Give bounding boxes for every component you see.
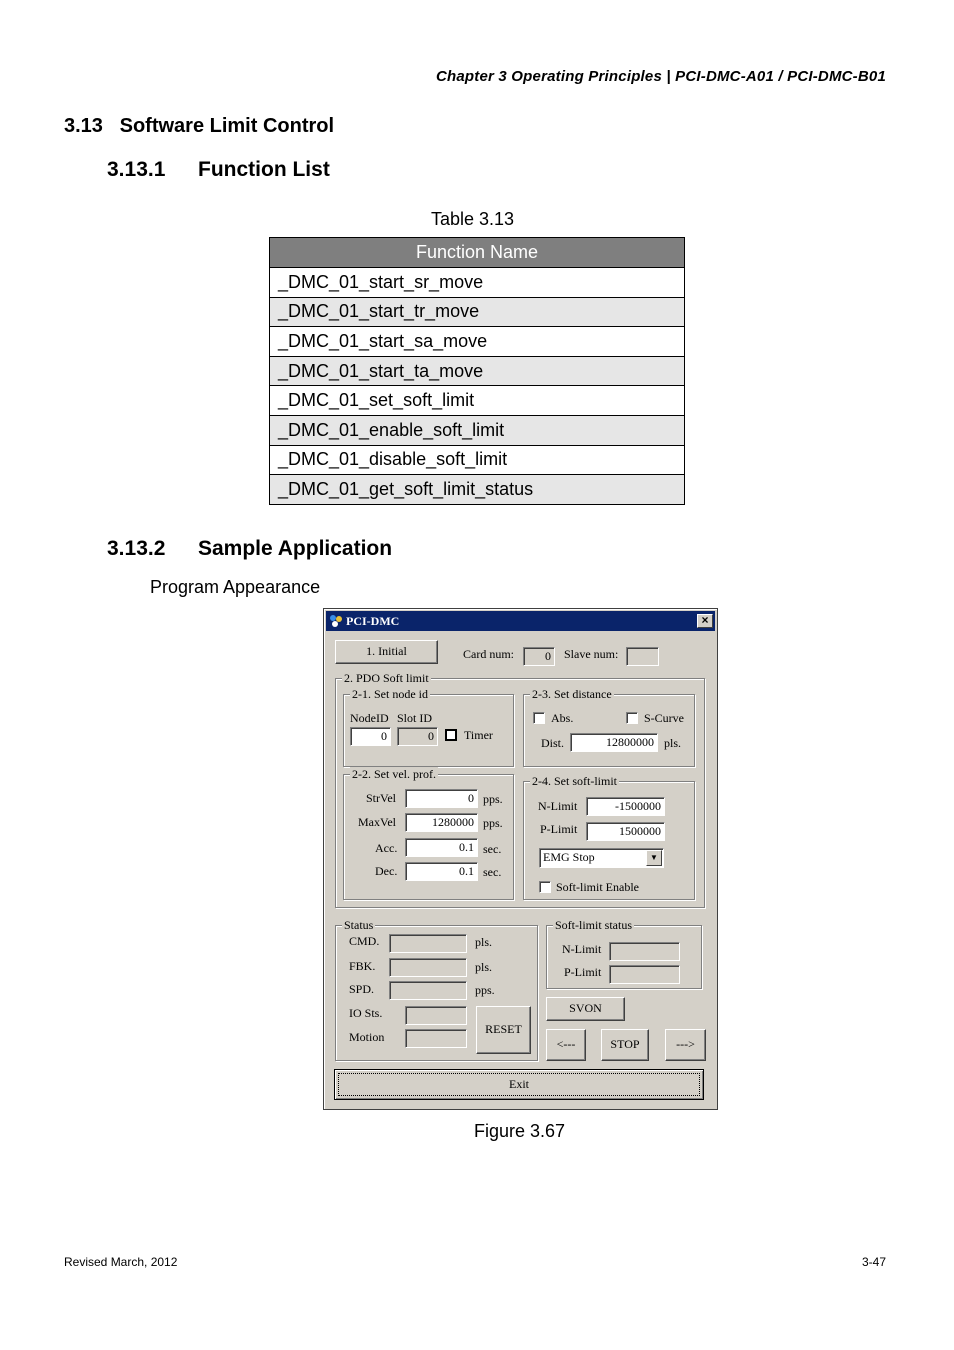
table-row: _DMC_01_start_sr_move: [270, 268, 685, 298]
chevron-down-icon[interactable]: ▼: [646, 850, 662, 866]
subsection-title: Function List: [198, 158, 330, 181]
window-title: PCI-DMC: [346, 614, 400, 628]
io-sts-field: [405, 1006, 467, 1025]
strvel-label: StrVel: [366, 791, 396, 805]
card-num-label: Card num:: [463, 647, 514, 661]
exit-button[interactable]: [334, 1069, 704, 1100]
subsection-title: Sample Application: [198, 537, 393, 560]
sl-p-limit-field: [609, 965, 680, 984]
nodeid-label: NodeID: [350, 711, 389, 725]
fbk-label: FBK.: [349, 959, 376, 973]
s-curve-label: S-Curve: [644, 711, 684, 725]
card-num-field[interactable]: 0: [523, 647, 555, 666]
section-heading: [64, 115, 334, 138]
abs-label: Abs.: [551, 711, 574, 725]
slave-num-field[interactable]: [626, 647, 659, 666]
figure-caption: Figure 3.67: [474, 1121, 566, 1141]
slotid-input[interactable]: 0: [397, 727, 438, 746]
fbk-field: [389, 958, 467, 977]
table-row: _DMC_01_get_soft_limit_status: [270, 475, 685, 505]
subsection-number: 3.13.2: [107, 537, 166, 560]
sl-n-limit-label: N-Limit: [562, 942, 602, 956]
running-header: Chapter 3 Operating Principles | PCI-DMC-A01 / PCI-DMC-B01: [435, 68, 886, 85]
cmd-field: [389, 934, 467, 953]
acc-unit: sec.: [483, 842, 502, 856]
footer-page-number: 3-47: [861, 1255, 886, 1269]
dec-label: Dec.: [375, 864, 398, 878]
table-row: _DMC_01_start_sa_move: [270, 327, 685, 357]
motion-field: [405, 1029, 467, 1048]
fbk-unit: pls.: [475, 960, 493, 974]
table-row: _DMC_01_set_soft_limit: [270, 386, 685, 416]
nodeid-input[interactable]: 0: [350, 727, 391, 746]
program-appearance-label: Program Appearance: [150, 577, 321, 597]
exit-button-label: Exit: [338, 1073, 700, 1096]
abs-checkbox[interactable]: [533, 712, 545, 724]
io-sts-label: IO Sts.: [349, 1006, 383, 1020]
strvel-input[interactable]: 0: [405, 789, 478, 808]
p-limit-label: P-Limit: [540, 822, 578, 836]
subsection-number: 3.13.1: [107, 158, 166, 181]
group-label: 2-4. Set soft-limit: [532, 774, 617, 788]
slave-num-label: Slave num:: [564, 647, 619, 661]
sl-n-limit-field: [609, 942, 680, 961]
p-limit-input[interactable]: 1500000: [586, 822, 665, 841]
slotid-label: Slot ID: [397, 711, 433, 725]
maxvel-unit: pps.: [483, 816, 503, 830]
motion-label: Motion: [349, 1030, 385, 1044]
timer-label: Timer: [464, 728, 493, 742]
acc-input[interactable]: 0.1: [405, 838, 478, 857]
table-row: _DMC_01_start_tr_move: [270, 297, 685, 327]
table-caption: Table 3.13: [431, 209, 515, 229]
stop-mode-select[interactable]: [539, 848, 664, 868]
spd-unit: pps.: [475, 983, 495, 997]
n-limit-label: N-Limit: [538, 799, 578, 813]
app-icon: [329, 614, 343, 628]
sl-p-limit-label: P-Limit: [564, 965, 602, 979]
dist-input[interactable]: 12800000: [570, 733, 658, 752]
section-title: Software Limit Control: [119, 115, 335, 137]
group-label: Status: [344, 918, 374, 932]
spd-label: SPD.: [349, 982, 375, 996]
dist-label: Dist.: [541, 736, 565, 750]
spd-field: [389, 981, 467, 1000]
table-header: Function Name: [270, 238, 685, 268]
table-row: _DMC_01_disable_soft_limit: [270, 445, 685, 475]
group-label: 2. PDO Soft limit: [344, 671, 429, 685]
table-row: _DMC_01_enable_soft_limit: [270, 415, 685, 445]
n-limit-input[interactable]: -1500000: [586, 797, 665, 816]
dec-unit: sec.: [483, 865, 502, 879]
subsection-heading-function-list: [107, 158, 330, 182]
table-row: _DMC_01_start_ta_move: [270, 356, 685, 386]
initial-button[interactable]: 1. Initial: [335, 640, 438, 664]
timer-checkbox[interactable]: [445, 729, 457, 741]
title-bar: [326, 611, 715, 631]
svon-button[interactable]: SVON: [546, 997, 625, 1021]
jog-right-button[interactable]: --->: [665, 1029, 706, 1061]
maxvel-input[interactable]: 1280000: [405, 813, 478, 832]
stop-mode-value: EMG Stop: [543, 850, 595, 864]
close-icon[interactable]: ×: [697, 614, 713, 628]
acc-label: Acc.: [375, 841, 398, 855]
group-label: 2-2. Set vel. prof.: [352, 767, 436, 781]
function-table: [269, 237, 685, 505]
stop-button[interactable]: STOP: [601, 1029, 649, 1061]
pci-dmc-dialog: [323, 608, 718, 1110]
cmd-unit: pls.: [475, 935, 493, 949]
jog-left-button[interactable]: <---: [546, 1029, 586, 1061]
dist-unit: pls.: [664, 736, 682, 750]
footer-revision: Revised March, 2012: [64, 1255, 178, 1269]
reset-button[interactable]: RESET: [476, 1006, 531, 1054]
dec-input[interactable]: 0.1: [405, 862, 478, 881]
group-label: Soft-limit status: [555, 918, 633, 932]
maxvel-label: MaxVel: [358, 815, 396, 829]
set-distance-group: [523, 687, 695, 767]
group-label: 2-3. Set distance: [532, 687, 612, 701]
strvel-unit: pps.: [483, 792, 503, 806]
s-curve-checkbox[interactable]: [626, 712, 638, 724]
soft-limit-enable-checkbox[interactable]: [539, 881, 551, 893]
cmd-label: CMD.: [349, 934, 380, 948]
section-number: 3.13: [64, 115, 103, 137]
soft-limit-enable-label: Soft-limit Enable: [556, 880, 639, 894]
subsection-heading-sample-application: [107, 537, 392, 561]
group-label: 2-1. Set node id: [352, 687, 428, 701]
